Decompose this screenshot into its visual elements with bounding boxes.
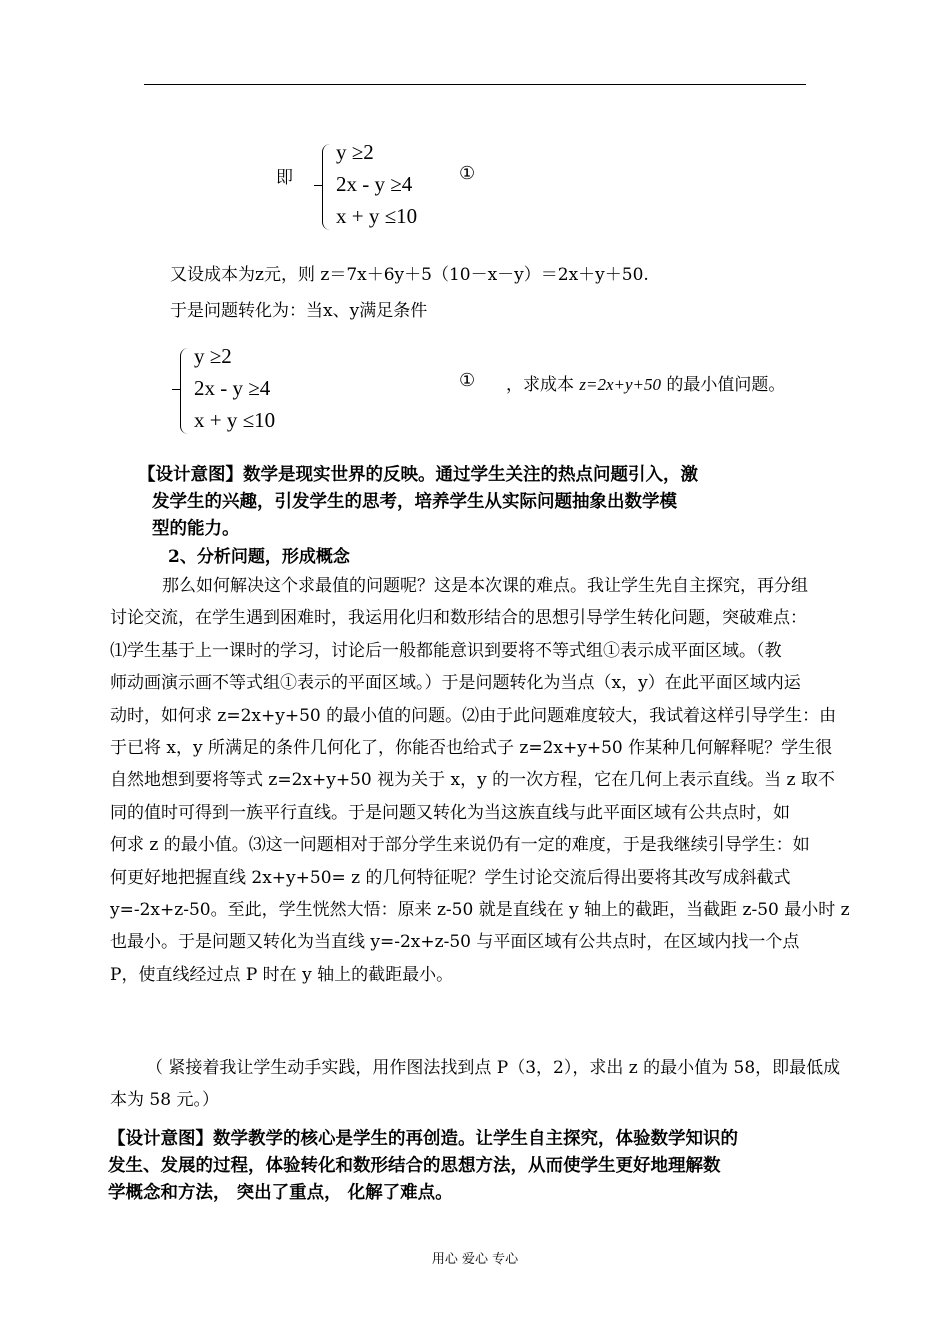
system1-line-2: 2x - y ≥4 bbox=[336, 172, 413, 196]
system1-line-3: x + y ≤10 bbox=[336, 204, 418, 228]
body-line-9: 何求 z 的最小值。⑶这一问题相对于部分学生来说仍有一定的难度，于是我继续引导学生：如 bbox=[110, 835, 810, 856]
body-line-5: 动时，如何求 z=2x+y+50 的最小值的问题。⑵由于此问题难度较大，我试着这样引导学生：由 bbox=[110, 705, 837, 726]
body-line-8: 同的值时可得到一族平行直线。于是问题又转化为当这族直线与此平面区域有公共点时，如 bbox=[110, 802, 790, 823]
design-intent-1 bbox=[138, 462, 698, 543]
intent2-line-1: 【设计意图】数学教学的核心是学生的再创造。让学生自主探究，体验数学知识的 bbox=[108, 1129, 738, 1149]
inequality-system-2 bbox=[180, 344, 320, 440]
body-line-6: 于已将 x，y 所满足的条件几何化了，你能否也给式子 z=2x+y+50 作某种几何解释呢？学生很 bbox=[110, 738, 833, 759]
suffix-text-a: ，求成本 bbox=[506, 375, 580, 395]
brace-icon bbox=[180, 348, 189, 434]
practice-line-2: 本为 58 元。） bbox=[110, 1090, 219, 1111]
intent1-line-2: 发学生的兴趣，引发学生的思考，培养学生从实际问题抽象出数学模 bbox=[152, 492, 677, 512]
body-line-7: 自然地想到要将等式 z=2x+y+50 视为关于 x，y 的一次方程，它在几何上表示直线。当 z 取不 bbox=[110, 770, 835, 791]
body-paragraph bbox=[110, 570, 850, 991]
suffix-expression: z=2x+y+50 bbox=[579, 375, 662, 394]
section-heading: 2、分析问题，形成概念 bbox=[168, 547, 350, 567]
cost-line: 又设成本为z元，则 z＝7x＋6y＋5（10－x－y）＝2x＋y＋50. bbox=[170, 265, 649, 285]
brace-icon bbox=[322, 144, 331, 230]
system1-line-1: y ≥2 bbox=[336, 140, 374, 164]
body-line-13: P，使直线经过点 P 时在 y 轴上的截距最小。 bbox=[110, 964, 454, 985]
inequality-system-1 bbox=[322, 140, 462, 236]
system2-line-2: 2x - y ≥4 bbox=[194, 376, 271, 400]
system2-line-1: y ≥2 bbox=[194, 344, 232, 368]
intent1-line-1: 【设计意图】数学是现实世界的反映。通过学生关注的热点问题引入，激 bbox=[138, 465, 698, 485]
body-line-12: 也最小。于是问题又转化为当直线 y=-2x+z-50 与平面区域有公共点时，在区域内找一个点 bbox=[110, 932, 800, 953]
practice-paragraph bbox=[110, 1052, 840, 1117]
system2-marker: ① bbox=[459, 370, 476, 391]
body-line-4: 师动画演示画不等式组①表示的平面区域。）于是问题转化为当点（x，y）在此平面区域内运 bbox=[110, 673, 801, 694]
intent2-line-2: 发生、发展的过程，体验转化和数形结合的思想方法，从而使学生更好地理解数 bbox=[108, 1156, 721, 1176]
header-rule bbox=[144, 84, 806, 85]
suffix-text-b: 的最小值问题。 bbox=[661, 375, 786, 395]
transform-line: 于是问题转化为：当x、y满足条件 bbox=[170, 301, 428, 321]
body-line-2: 讨论交流，在学生遇到困难时，我运用化归和数形结合的思想引导学生转化问题，突破难点： bbox=[110, 608, 807, 629]
intent2-line-3: 学概念和方法， 突出了重点， 化解了难点。 bbox=[108, 1183, 453, 1203]
practice-line-1: （ 紧接着我让学生动手实践，用作图法找到点 P（3，2），求出 z 的最小值为 58，即最低成 bbox=[146, 1058, 841, 1078]
system2-suffix bbox=[506, 370, 785, 395]
page-footer: 用心 爱心 专心 bbox=[431, 1252, 519, 1267]
body-line-3: ⑴学生基于上一课时的学习，讨论后一般都能意识到要将不等式组①表示成平面区域。（教 bbox=[110, 640, 782, 661]
system2-line-3: x + y ≤10 bbox=[194, 408, 276, 432]
body-line-1: 那么如何解决这个求最值的问题呢？这是本次课的难点。我让学生先自主探究，再分组 bbox=[162, 576, 808, 596]
design-intent-2 bbox=[108, 1126, 738, 1207]
system1-prefix: 即 bbox=[276, 168, 293, 188]
body-line-11: y=-2x+z-50。至此，学生恍然大悟：原来 z-50 就是直线在 y 轴上的截距，当截距 z-50 最小时 z bbox=[110, 900, 850, 921]
system1-marker: ① bbox=[459, 163, 476, 184]
body-line-10: 何更好地把握直线 2x+y+50= z 的几何特征呢？学生讨论交流后得出要将其改写成斜截式 bbox=[110, 867, 791, 888]
intent1-line-3: 型的能力。 bbox=[152, 519, 240, 539]
